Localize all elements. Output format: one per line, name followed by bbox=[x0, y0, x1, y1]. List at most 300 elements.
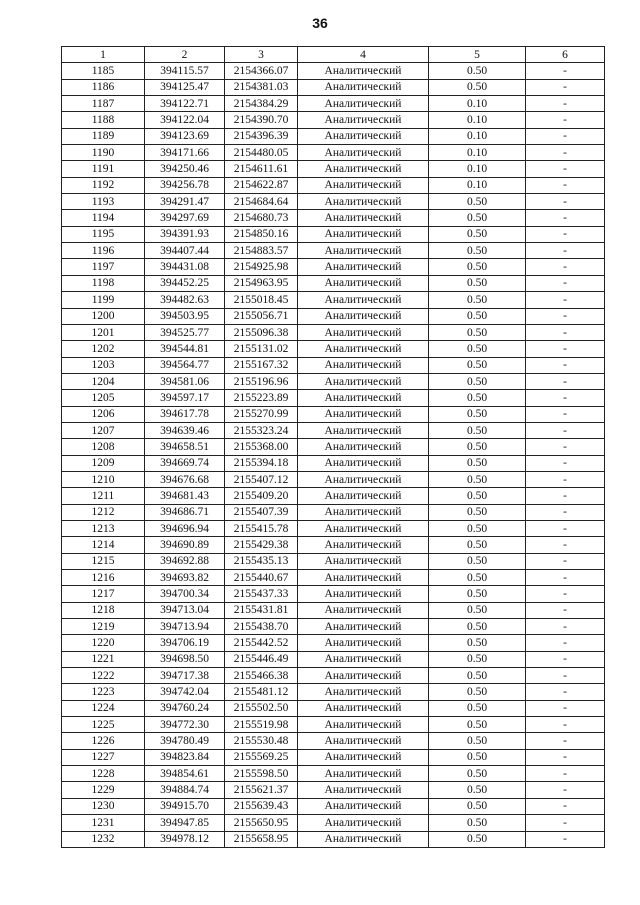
accuracy-cell: 0.50 bbox=[429, 210, 526, 226]
method-cell: Аналитический bbox=[298, 243, 429, 259]
note-cell: - bbox=[526, 390, 605, 406]
note-cell: - bbox=[526, 439, 605, 455]
point-number-cell: 1211 bbox=[62, 488, 145, 504]
x-coordinate-cell: 394700.34 bbox=[145, 586, 225, 602]
method-cell: Аналитический bbox=[298, 488, 429, 504]
method-cell: Аналитический bbox=[298, 635, 429, 651]
note-cell: - bbox=[526, 406, 605, 422]
table-row bbox=[62, 815, 605, 831]
accuracy-cell: 0.50 bbox=[429, 406, 526, 422]
accuracy-cell: 0.50 bbox=[429, 798, 526, 814]
x-coordinate-cell: 394250.46 bbox=[145, 161, 225, 177]
point-number-cell: 1195 bbox=[62, 226, 145, 242]
y-coordinate-cell: 2155621.37 bbox=[225, 782, 298, 798]
y-coordinate-cell: 2155196.96 bbox=[225, 373, 298, 389]
accuracy-cell: 0.50 bbox=[429, 259, 526, 275]
table-row bbox=[62, 79, 605, 95]
accuracy-cell: 0.50 bbox=[429, 553, 526, 569]
method-cell: Аналитический bbox=[298, 210, 429, 226]
page-number: 36 bbox=[312, 15, 328, 31]
table-row bbox=[62, 439, 605, 455]
point-number-cell: 1216 bbox=[62, 570, 145, 586]
point-number-cell: 1217 bbox=[62, 586, 145, 602]
method-cell: Аналитический bbox=[298, 373, 429, 389]
note-cell: - bbox=[526, 749, 605, 765]
table-row bbox=[62, 177, 605, 193]
table-row bbox=[62, 570, 605, 586]
x-coordinate-cell: 394676.68 bbox=[145, 471, 225, 487]
y-coordinate-cell: 2154384.29 bbox=[225, 96, 298, 112]
y-coordinate-cell: 2155096.38 bbox=[225, 324, 298, 340]
point-number-cell: 1186 bbox=[62, 79, 145, 95]
table-row bbox=[62, 161, 605, 177]
x-coordinate-cell: 394690.89 bbox=[145, 537, 225, 553]
x-coordinate-cell: 394915.70 bbox=[145, 798, 225, 814]
point-number-cell: 1198 bbox=[62, 275, 145, 291]
accuracy-cell: 0.50 bbox=[429, 357, 526, 373]
point-number-cell: 1215 bbox=[62, 553, 145, 569]
table-row bbox=[62, 602, 605, 618]
x-coordinate-cell: 394717.38 bbox=[145, 668, 225, 684]
y-coordinate-cell: 2155407.12 bbox=[225, 471, 298, 487]
method-cell: Аналитический bbox=[298, 553, 429, 569]
point-number-cell: 1185 bbox=[62, 63, 145, 79]
y-coordinate-cell: 2155446.49 bbox=[225, 651, 298, 667]
x-coordinate-cell: 394780.49 bbox=[145, 733, 225, 749]
y-coordinate-cell: 2155440.67 bbox=[225, 570, 298, 586]
note-cell: - bbox=[526, 341, 605, 357]
y-coordinate-cell: 2155407.39 bbox=[225, 504, 298, 520]
y-coordinate-cell: 2155223.89 bbox=[225, 390, 298, 406]
table-row bbox=[62, 243, 605, 259]
y-coordinate-cell: 2154925.98 bbox=[225, 259, 298, 275]
table-row bbox=[62, 537, 605, 553]
note-cell: - bbox=[526, 815, 605, 831]
point-number-cell: 1210 bbox=[62, 471, 145, 487]
method-cell: Аналитический bbox=[298, 602, 429, 618]
accuracy-cell: 0.50 bbox=[429, 782, 526, 798]
method-cell: Аналитический bbox=[298, 520, 429, 536]
point-number-cell: 1222 bbox=[62, 668, 145, 684]
point-number-cell: 1220 bbox=[62, 635, 145, 651]
point-number-cell: 1232 bbox=[62, 831, 145, 847]
point-number-cell: 1225 bbox=[62, 717, 145, 733]
method-cell: Аналитический bbox=[298, 422, 429, 438]
method-cell: Аналитический bbox=[298, 619, 429, 635]
point-number-cell: 1193 bbox=[62, 194, 145, 210]
note-cell: - bbox=[526, 226, 605, 242]
note-cell: - bbox=[526, 259, 605, 275]
method-cell: Аналитический bbox=[298, 406, 429, 422]
accuracy-cell: 0.50 bbox=[429, 700, 526, 716]
accuracy-cell: 0.10 bbox=[429, 96, 526, 112]
point-number-cell: 1229 bbox=[62, 782, 145, 798]
note-cell: - bbox=[526, 651, 605, 667]
x-coordinate-cell: 394693.82 bbox=[145, 570, 225, 586]
accuracy-cell: 0.50 bbox=[429, 390, 526, 406]
table-row bbox=[62, 520, 605, 536]
note-cell: - bbox=[526, 357, 605, 373]
table-row bbox=[62, 586, 605, 602]
method-cell: Аналитический bbox=[298, 357, 429, 373]
method-cell: Аналитический bbox=[298, 749, 429, 765]
table-row bbox=[62, 471, 605, 487]
method-cell: Аналитический bbox=[298, 226, 429, 242]
table-row bbox=[62, 324, 605, 340]
accuracy-cell: 0.50 bbox=[429, 733, 526, 749]
y-coordinate-cell: 2154480.05 bbox=[225, 145, 298, 161]
method-cell: Аналитический bbox=[298, 324, 429, 340]
point-number-cell: 1197 bbox=[62, 259, 145, 275]
accuracy-cell: 0.50 bbox=[429, 504, 526, 520]
accuracy-cell: 0.10 bbox=[429, 145, 526, 161]
x-coordinate-cell: 394171.66 bbox=[145, 145, 225, 161]
point-number-cell: 1206 bbox=[62, 406, 145, 422]
y-coordinate-cell: 2154680.73 bbox=[225, 210, 298, 226]
note-cell: - bbox=[526, 602, 605, 618]
x-coordinate-cell: 394681.43 bbox=[145, 488, 225, 504]
method-cell: Аналитический bbox=[298, 259, 429, 275]
note-cell: - bbox=[526, 782, 605, 798]
accuracy-cell: 0.10 bbox=[429, 128, 526, 144]
point-number-cell: 1207 bbox=[62, 422, 145, 438]
table-row bbox=[62, 422, 605, 438]
y-coordinate-cell: 2155429.38 bbox=[225, 537, 298, 553]
y-coordinate-cell: 2155167.32 bbox=[225, 357, 298, 373]
y-coordinate-cell: 2155435.13 bbox=[225, 553, 298, 569]
table-row bbox=[62, 831, 605, 847]
method-cell: Аналитический bbox=[298, 439, 429, 455]
table-row bbox=[62, 717, 605, 733]
table-row bbox=[62, 112, 605, 128]
x-coordinate-cell: 394122.04 bbox=[145, 112, 225, 128]
point-number-cell: 1203 bbox=[62, 357, 145, 373]
y-coordinate-cell: 2155018.45 bbox=[225, 292, 298, 308]
table-row bbox=[62, 668, 605, 684]
note-cell: - bbox=[526, 668, 605, 684]
note-cell: - bbox=[526, 766, 605, 782]
x-coordinate-cell: 394597.17 bbox=[145, 390, 225, 406]
method-cell: Аналитический bbox=[298, 161, 429, 177]
table-row bbox=[62, 504, 605, 520]
column-header: 1 bbox=[62, 47, 145, 63]
table-row bbox=[62, 390, 605, 406]
y-coordinate-cell: 2155650.95 bbox=[225, 815, 298, 831]
method-cell: Аналитический bbox=[298, 275, 429, 291]
y-coordinate-cell: 2155437.33 bbox=[225, 586, 298, 602]
y-coordinate-cell: 2155639.43 bbox=[225, 798, 298, 814]
method-cell: Аналитический bbox=[298, 570, 429, 586]
y-coordinate-cell: 2154684.64 bbox=[225, 194, 298, 210]
x-coordinate-cell: 394256.78 bbox=[145, 177, 225, 193]
accuracy-cell: 0.50 bbox=[429, 717, 526, 733]
y-coordinate-cell: 2155270.99 bbox=[225, 406, 298, 422]
y-coordinate-cell: 2154883.57 bbox=[225, 243, 298, 259]
method-cell: Аналитический bbox=[298, 145, 429, 161]
x-coordinate-cell: 394978.12 bbox=[145, 831, 225, 847]
note-cell: - bbox=[526, 292, 605, 308]
x-coordinate-cell: 394297.69 bbox=[145, 210, 225, 226]
point-number-cell: 1200 bbox=[62, 308, 145, 324]
y-coordinate-cell: 2155466.38 bbox=[225, 668, 298, 684]
note-cell: - bbox=[526, 422, 605, 438]
x-coordinate-cell: 394122.71 bbox=[145, 96, 225, 112]
x-coordinate-cell: 394772.30 bbox=[145, 717, 225, 733]
method-cell: Аналитический bbox=[298, 504, 429, 520]
note-cell: - bbox=[526, 471, 605, 487]
x-coordinate-cell: 394884.74 bbox=[145, 782, 225, 798]
y-coordinate-cell: 2155323.24 bbox=[225, 422, 298, 438]
accuracy-cell: 0.50 bbox=[429, 537, 526, 553]
x-coordinate-cell: 394698.50 bbox=[145, 651, 225, 667]
accuracy-cell: 0.50 bbox=[429, 749, 526, 765]
x-coordinate-cell: 394854.61 bbox=[145, 766, 225, 782]
method-cell: Аналитический bbox=[298, 684, 429, 700]
method-cell: Аналитический bbox=[298, 455, 429, 471]
note-cell: - bbox=[526, 504, 605, 520]
point-number-cell: 1190 bbox=[62, 145, 145, 161]
note-cell: - bbox=[526, 733, 605, 749]
accuracy-cell: 0.50 bbox=[429, 324, 526, 340]
accuracy-cell: 0.50 bbox=[429, 635, 526, 651]
note-cell: - bbox=[526, 455, 605, 471]
point-number-cell: 1209 bbox=[62, 455, 145, 471]
table-row bbox=[62, 259, 605, 275]
column-header: 4 bbox=[298, 47, 429, 63]
note-cell: - bbox=[526, 243, 605, 259]
table-row bbox=[62, 766, 605, 782]
table-row bbox=[62, 128, 605, 144]
point-number-cell: 1221 bbox=[62, 651, 145, 667]
note-cell: - bbox=[526, 96, 605, 112]
point-number-cell: 1191 bbox=[62, 161, 145, 177]
accuracy-cell: 0.50 bbox=[429, 684, 526, 700]
table-row bbox=[62, 406, 605, 422]
table-header-row bbox=[62, 47, 605, 63]
coordinates-table bbox=[61, 46, 605, 848]
table-row bbox=[62, 226, 605, 242]
x-coordinate-cell: 394291.47 bbox=[145, 194, 225, 210]
y-coordinate-cell: 2155481.12 bbox=[225, 684, 298, 700]
table-row bbox=[62, 488, 605, 504]
table-row bbox=[62, 651, 605, 667]
x-coordinate-cell: 394692.88 bbox=[145, 553, 225, 569]
method-cell: Аналитический bbox=[298, 798, 429, 814]
y-coordinate-cell: 2155442.52 bbox=[225, 635, 298, 651]
y-coordinate-cell: 2154850.16 bbox=[225, 226, 298, 242]
accuracy-cell: 0.50 bbox=[429, 766, 526, 782]
column-header: 2 bbox=[145, 47, 225, 63]
accuracy-cell: 0.50 bbox=[429, 373, 526, 389]
note-cell: - bbox=[526, 63, 605, 79]
x-coordinate-cell: 394452.25 bbox=[145, 275, 225, 291]
x-coordinate-cell: 394581.06 bbox=[145, 373, 225, 389]
table-row bbox=[62, 619, 605, 635]
accuracy-cell: 0.50 bbox=[429, 194, 526, 210]
table-row bbox=[62, 749, 605, 765]
note-cell: - bbox=[526, 128, 605, 144]
note-cell: - bbox=[526, 831, 605, 847]
y-coordinate-cell: 2154611.61 bbox=[225, 161, 298, 177]
method-cell: Аналитический bbox=[298, 831, 429, 847]
x-coordinate-cell: 394742.04 bbox=[145, 684, 225, 700]
method-cell: Аналитический bbox=[298, 63, 429, 79]
note-cell: - bbox=[526, 717, 605, 733]
point-number-cell: 1212 bbox=[62, 504, 145, 520]
method-cell: Аналитический bbox=[298, 292, 429, 308]
accuracy-cell: 0.50 bbox=[429, 668, 526, 684]
table-row bbox=[62, 357, 605, 373]
note-cell: - bbox=[526, 586, 605, 602]
note-cell: - bbox=[526, 275, 605, 291]
point-number-cell: 1224 bbox=[62, 700, 145, 716]
point-number-cell: 1196 bbox=[62, 243, 145, 259]
point-number-cell: 1202 bbox=[62, 341, 145, 357]
note-cell: - bbox=[526, 553, 605, 569]
note-cell: - bbox=[526, 373, 605, 389]
point-number-cell: 1199 bbox=[62, 292, 145, 308]
y-coordinate-cell: 2155056.71 bbox=[225, 308, 298, 324]
note-cell: - bbox=[526, 700, 605, 716]
table-row bbox=[62, 96, 605, 112]
point-number-cell: 1218 bbox=[62, 602, 145, 618]
y-coordinate-cell: 2154963.95 bbox=[225, 275, 298, 291]
y-coordinate-cell: 2155569.25 bbox=[225, 749, 298, 765]
point-number-cell: 1187 bbox=[62, 96, 145, 112]
x-coordinate-cell: 394760.24 bbox=[145, 700, 225, 716]
point-number-cell: 1214 bbox=[62, 537, 145, 553]
method-cell: Аналитический bbox=[298, 194, 429, 210]
table-row bbox=[62, 700, 605, 716]
y-coordinate-cell: 2154390.70 bbox=[225, 112, 298, 128]
point-number-cell: 1192 bbox=[62, 177, 145, 193]
y-coordinate-cell: 2155530.48 bbox=[225, 733, 298, 749]
x-coordinate-cell: 394391.93 bbox=[145, 226, 225, 242]
table-row bbox=[62, 635, 605, 651]
note-cell: - bbox=[526, 161, 605, 177]
note-cell: - bbox=[526, 177, 605, 193]
column-header: 5 bbox=[429, 47, 526, 63]
x-coordinate-cell: 394482.63 bbox=[145, 292, 225, 308]
table-row bbox=[62, 63, 605, 79]
point-number-cell: 1208 bbox=[62, 439, 145, 455]
x-coordinate-cell: 394686.71 bbox=[145, 504, 225, 520]
note-cell: - bbox=[526, 488, 605, 504]
y-coordinate-cell: 2155409.20 bbox=[225, 488, 298, 504]
table-row bbox=[62, 373, 605, 389]
point-number-cell: 1188 bbox=[62, 112, 145, 128]
y-coordinate-cell: 2154381.03 bbox=[225, 79, 298, 95]
x-coordinate-cell: 394639.46 bbox=[145, 422, 225, 438]
y-coordinate-cell: 2155368.00 bbox=[225, 439, 298, 455]
y-coordinate-cell: 2155131.02 bbox=[225, 341, 298, 357]
table-row bbox=[62, 145, 605, 161]
note-cell: - bbox=[526, 537, 605, 553]
accuracy-cell: 0.50 bbox=[429, 292, 526, 308]
method-cell: Аналитический bbox=[298, 390, 429, 406]
note-cell: - bbox=[526, 194, 605, 210]
point-number-cell: 1194 bbox=[62, 210, 145, 226]
x-coordinate-cell: 394123.69 bbox=[145, 128, 225, 144]
table-row bbox=[62, 308, 605, 324]
accuracy-cell: 0.50 bbox=[429, 79, 526, 95]
table-row bbox=[62, 798, 605, 814]
y-coordinate-cell: 2155519.98 bbox=[225, 717, 298, 733]
note-cell: - bbox=[526, 570, 605, 586]
y-coordinate-cell: 2155438.70 bbox=[225, 619, 298, 635]
accuracy-cell: 0.50 bbox=[429, 275, 526, 291]
point-number-cell: 1231 bbox=[62, 815, 145, 831]
point-number-cell: 1226 bbox=[62, 733, 145, 749]
x-coordinate-cell: 394713.94 bbox=[145, 619, 225, 635]
note-cell: - bbox=[526, 324, 605, 340]
x-coordinate-cell: 394947.85 bbox=[145, 815, 225, 831]
y-coordinate-cell: 2154396.39 bbox=[225, 128, 298, 144]
method-cell: Аналитический bbox=[298, 815, 429, 831]
accuracy-cell: 0.50 bbox=[429, 815, 526, 831]
accuracy-cell: 0.50 bbox=[429, 586, 526, 602]
method-cell: Аналитический bbox=[298, 308, 429, 324]
y-coordinate-cell: 2154622.87 bbox=[225, 177, 298, 193]
x-coordinate-cell: 394407.44 bbox=[145, 243, 225, 259]
point-number-cell: 1223 bbox=[62, 684, 145, 700]
accuracy-cell: 0.50 bbox=[429, 308, 526, 324]
table-row bbox=[62, 275, 605, 291]
y-coordinate-cell: 2155415.78 bbox=[225, 520, 298, 536]
method-cell: Аналитический bbox=[298, 700, 429, 716]
method-cell: Аналитический bbox=[298, 782, 429, 798]
x-coordinate-cell: 394669.74 bbox=[145, 455, 225, 471]
note-cell: - bbox=[526, 308, 605, 324]
x-coordinate-cell: 394696.94 bbox=[145, 520, 225, 536]
x-coordinate-cell: 394115.57 bbox=[145, 63, 225, 79]
table-row bbox=[62, 684, 605, 700]
table-row bbox=[62, 455, 605, 471]
x-coordinate-cell: 394544.81 bbox=[145, 341, 225, 357]
method-cell: Аналитический bbox=[298, 341, 429, 357]
accuracy-cell: 0.50 bbox=[429, 439, 526, 455]
y-coordinate-cell: 2154366.07 bbox=[225, 63, 298, 79]
method-cell: Аналитический bbox=[298, 128, 429, 144]
x-coordinate-cell: 394564.77 bbox=[145, 357, 225, 373]
method-cell: Аналитический bbox=[298, 668, 429, 684]
table-row bbox=[62, 782, 605, 798]
method-cell: Аналитический bbox=[298, 112, 429, 128]
note-cell: - bbox=[526, 684, 605, 700]
note-cell: - bbox=[526, 520, 605, 536]
method-cell: Аналитический bbox=[298, 96, 429, 112]
accuracy-cell: 0.50 bbox=[429, 63, 526, 79]
method-cell: Аналитический bbox=[298, 471, 429, 487]
note-cell: - bbox=[526, 145, 605, 161]
x-coordinate-cell: 394431.08 bbox=[145, 259, 225, 275]
point-number-cell: 1189 bbox=[62, 128, 145, 144]
note-cell: - bbox=[526, 635, 605, 651]
point-number-cell: 1205 bbox=[62, 390, 145, 406]
point-number-cell: 1204 bbox=[62, 373, 145, 389]
point-number-cell: 1213 bbox=[62, 520, 145, 536]
y-coordinate-cell: 2155431.81 bbox=[225, 602, 298, 618]
point-number-cell: 1227 bbox=[62, 749, 145, 765]
method-cell: Аналитический bbox=[298, 537, 429, 553]
method-cell: Аналитический bbox=[298, 733, 429, 749]
point-number-cell: 1219 bbox=[62, 619, 145, 635]
table-row bbox=[62, 292, 605, 308]
method-cell: Аналитический bbox=[298, 766, 429, 782]
accuracy-cell: 0.50 bbox=[429, 471, 526, 487]
y-coordinate-cell: 2155502.50 bbox=[225, 700, 298, 716]
x-coordinate-cell: 394706.19 bbox=[145, 635, 225, 651]
